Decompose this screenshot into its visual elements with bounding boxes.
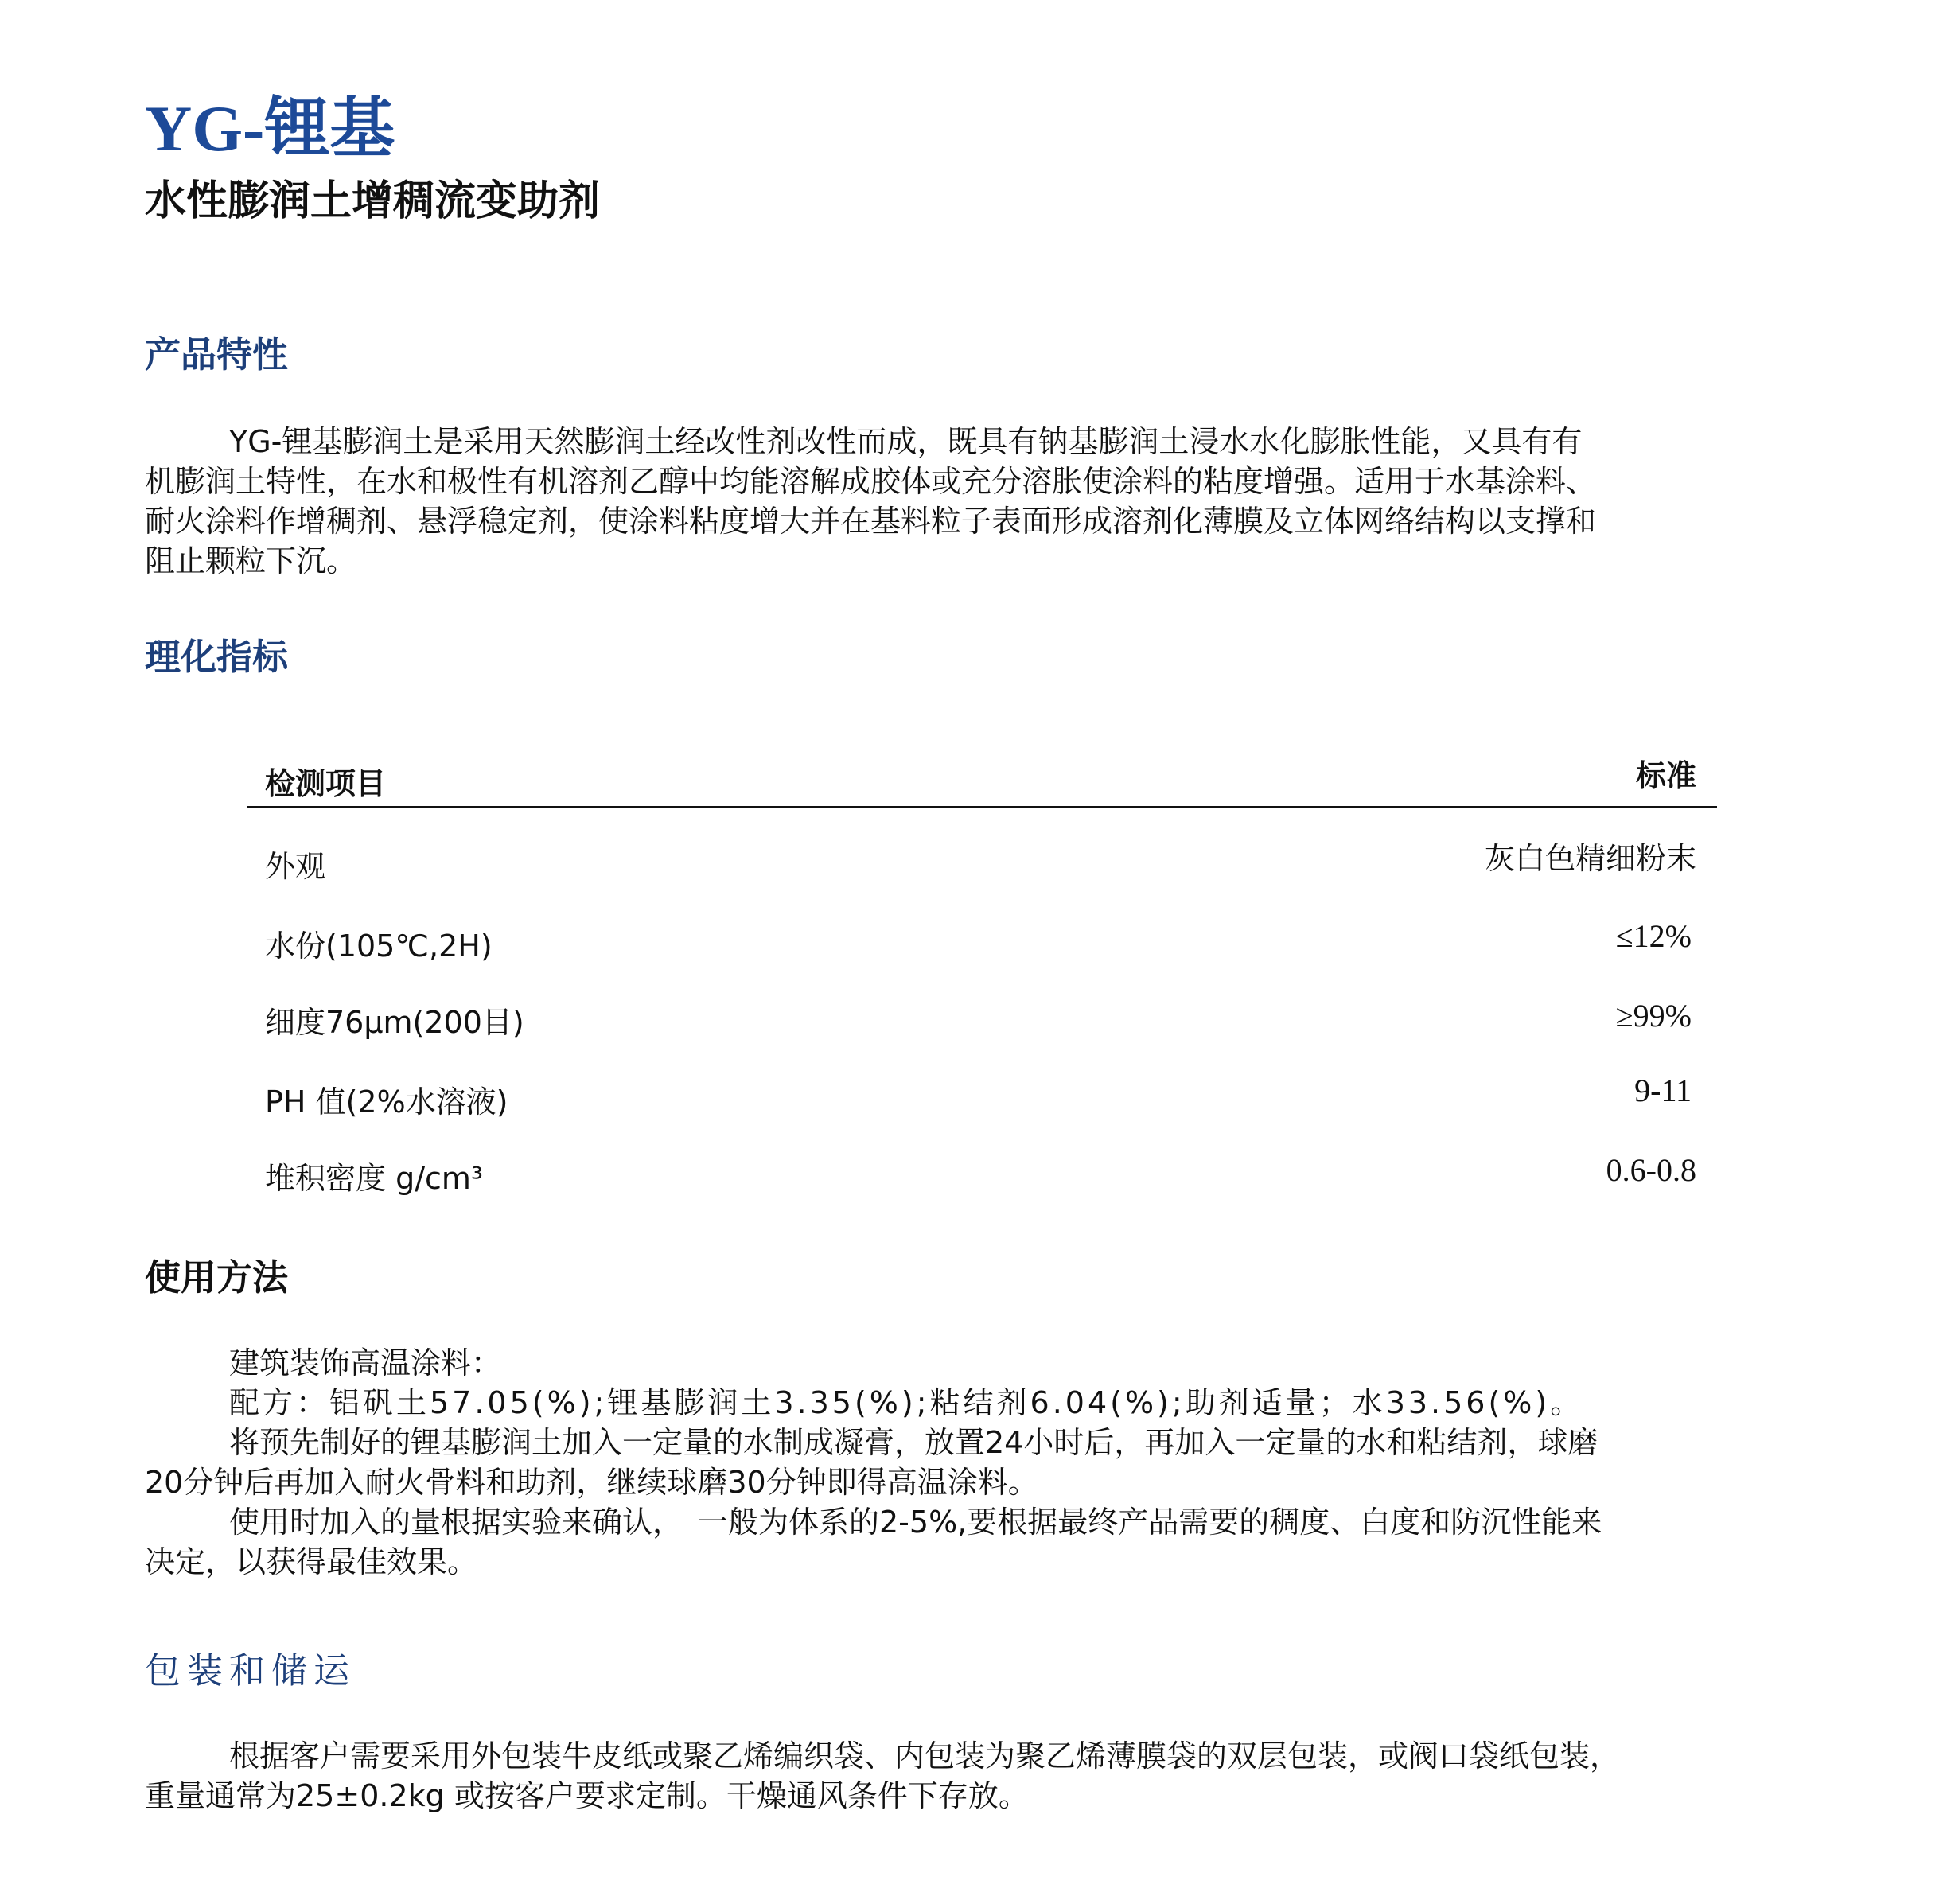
page-title: YG-锂基	[145, 92, 395, 165]
page-subtitle: 水性膨润土增稠流变助剂	[145, 177, 601, 225]
paragraph-line: 根据客户需要采用外包装牛皮纸或聚乙烯编织袋、内包装为聚乙烯薄膜袋的双层包装，或阀口袋纸包装，	[229, 1739, 1621, 1774]
paragraph-line: 阻止颗粒下沉。	[145, 543, 357, 578]
table-row-value: ≤12%	[1615, 918, 1692, 954]
table-divider	[247, 806, 1717, 808]
packaging-paragraph	[145, 1736, 1816, 1816]
paragraph-line: 配方：铝矾土57.05(%);锂基膨润土3.35(%);粘结剂6.04(%);助剂适量；水33.56(%)。	[229, 1385, 1584, 1420]
paragraph-line: 重量通常为25±0.2kg 或按客户要求定制。干燥通风条件下存放。	[145, 1778, 1029, 1813]
section-heading-packaging: 包装和储运	[145, 1649, 356, 1692]
paragraph-line: 耐火涂料作增稠剂、悬浮稳定剂，使涂料粘度增大并在基料粒子表面形成溶剂化薄膜及立体网络结构以支撑和	[145, 504, 1597, 539]
table-header-item: 检测项目	[265, 766, 387, 801]
paragraph-line: 20分钟后再加入耐火骨料和助剂，继续球磨30分钟即得高温涂料。	[145, 1465, 1038, 1500]
table-row-label: 细度76μm(200目)	[265, 1005, 524, 1040]
paragraph-line: 机膨润土特性，在水和极性有机溶剂乙醇中均能溶解成胶体或充分溶胀使涂料的粘度增强。适用于水基涂料、	[145, 464, 1597, 499]
paragraph-line: 建筑装饰高温涂料：	[229, 1345, 502, 1380]
table-row-value: 灰白色精细粉末	[1484, 841, 1696, 876]
section-heading-usage: 使用方法	[145, 1256, 289, 1299]
paragraph-line: 使用时加入的量根据实验来确认， 一般为体系的2-5%,要根据最终产品需要的稠度、白度和防沉性能来	[229, 1505, 1602, 1540]
paragraph-line: 决定，以获得最佳效果。	[145, 1544, 478, 1579]
table-row-label: 外观	[265, 849, 326, 884]
table-row-label: 水份(105℃,2H)	[265, 929, 493, 964]
table-row-value: 0.6-0.8	[1606, 1152, 1696, 1188]
table-header-standard: 标准	[1635, 758, 1696, 793]
section-heading-features: 产品特性	[145, 333, 289, 376]
features-paragraph	[145, 422, 1816, 581]
paragraph-line: YG-锂基膨润土是采用天然膨润土经改性剂改性而成，既具有钠基膨润土浸水水化膨胀性能，又具有有	[229, 424, 1583, 459]
table-row-value: ≥99%	[1615, 998, 1692, 1034]
table-row-label: PH 值(2%水溶液)	[265, 1084, 508, 1119]
section-heading-specs: 理化指标	[145, 636, 289, 678]
paragraph-line: 将预先制好的锂基膨润土加入一定量的水制成凝膏，放置24小时后，再加入一定量的水和粘结剂，球磨	[229, 1425, 1598, 1460]
table-row-label: 堆积密度 g/cm³	[265, 1161, 484, 1196]
usage-paragraph	[145, 1343, 1816, 1582]
table-row-value: 9-11	[1634, 1073, 1692, 1108]
